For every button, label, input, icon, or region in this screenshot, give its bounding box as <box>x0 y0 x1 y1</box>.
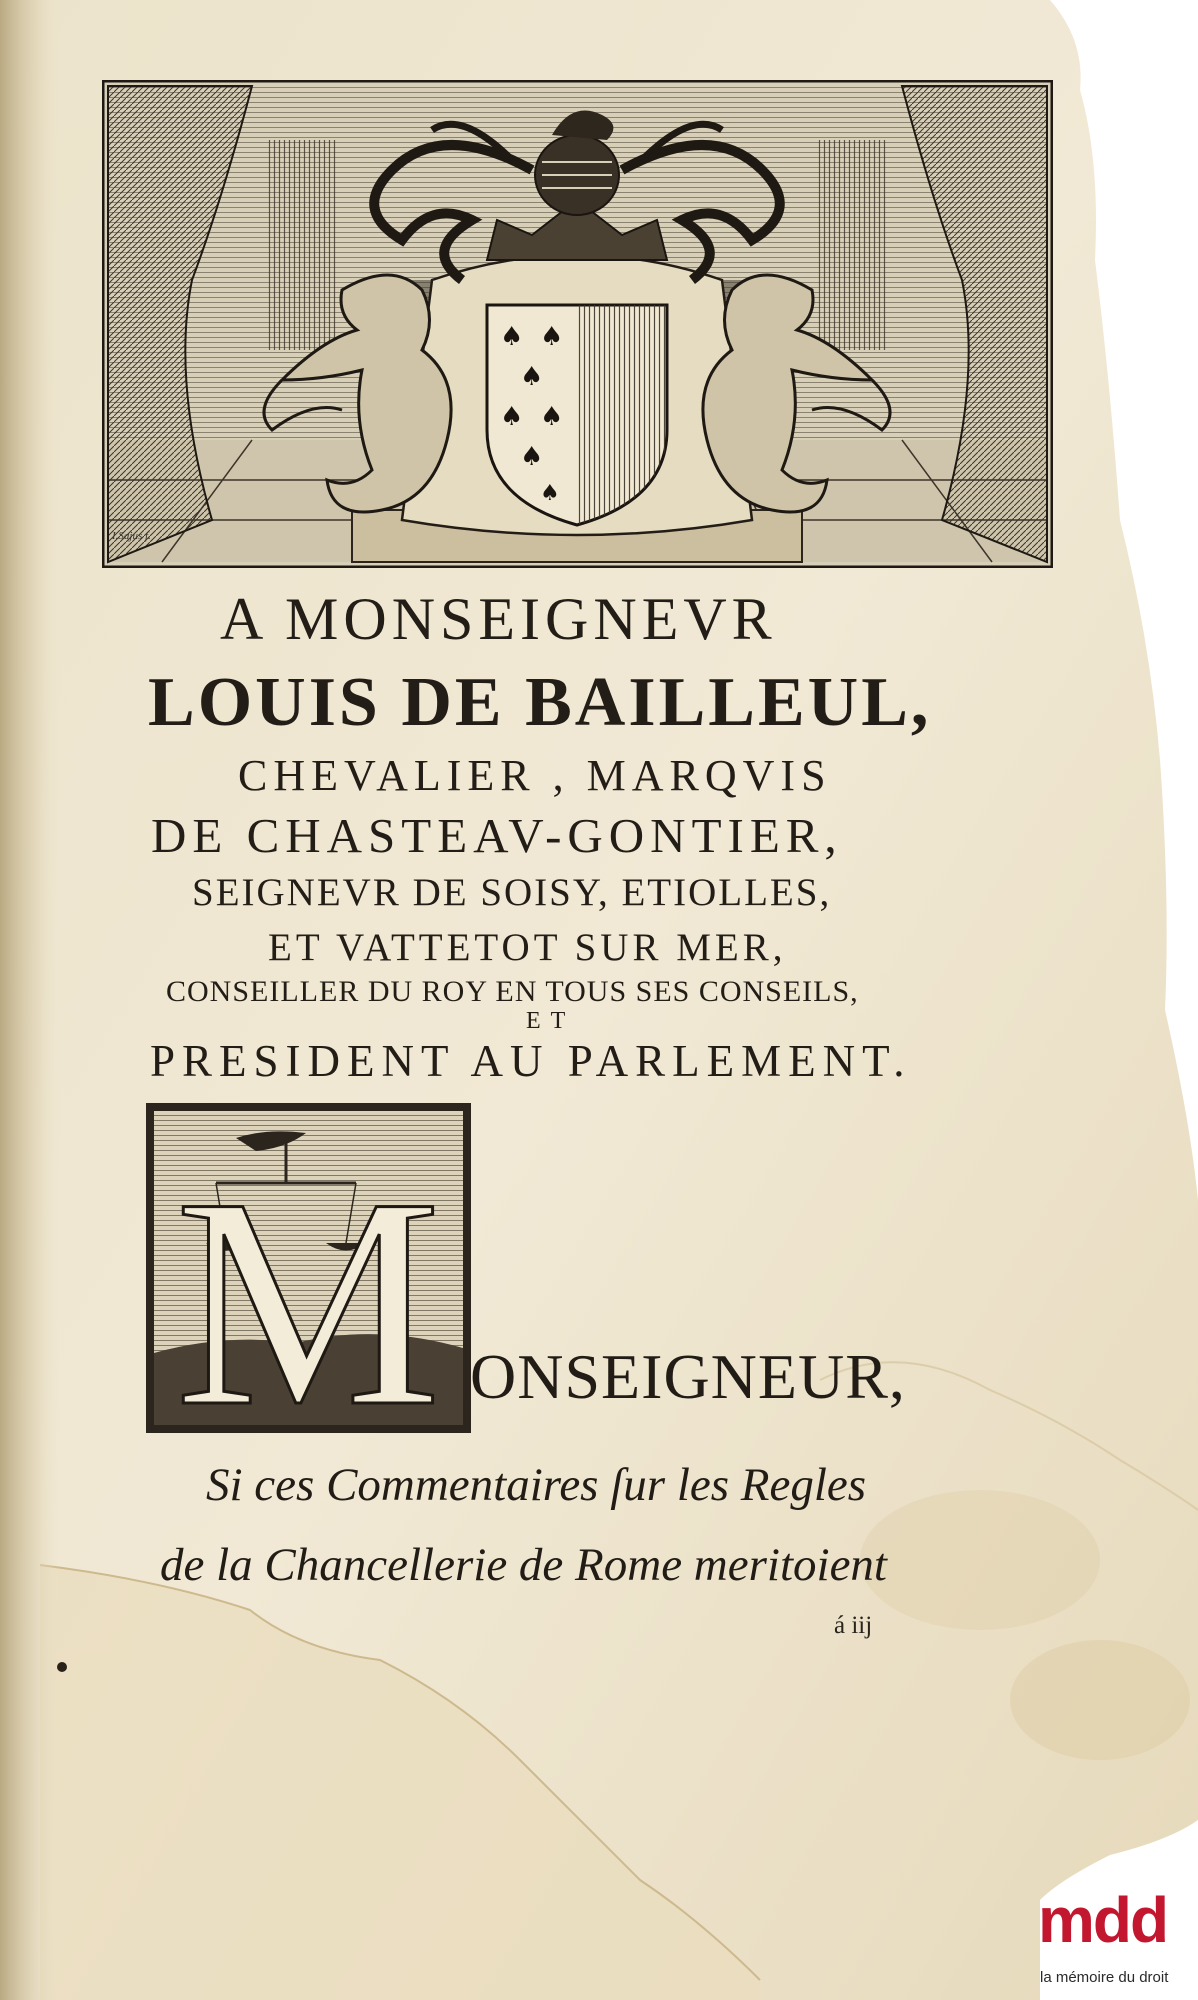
initial-letter: M <box>174 1136 442 1433</box>
coat-of-arms-engraving <box>102 80 1053 568</box>
svg-text:♠: ♠ <box>520 442 544 472</box>
dedication-line-4: DE CHASTEAV-GONTIER, <box>151 808 843 863</box>
mdd-logo <box>1034 1883 1198 2000</box>
engraver-signature: I.Sajus f. <box>112 530 151 542</box>
dedication-line-3: CHEVALIER , MARQVIS <box>238 751 832 800</box>
svg-text:♠: ♠ <box>540 481 560 506</box>
signature-mark: á iij <box>834 1612 873 1639</box>
body-line-2: de la Chancellerie de Rome meritoient <box>160 1539 887 1591</box>
dedication-line-2: LOUIS DE BAILLEUL, <box>148 664 932 741</box>
logo-letters: mdd <box>1038 1884 1168 1956</box>
svg-text:♠: ♠ <box>540 402 564 432</box>
svg-text:♠: ♠ <box>500 322 524 352</box>
decorated-initial <box>146 1103 471 1433</box>
salutation: ONSEIGNEUR, <box>470 1341 906 1412</box>
logo-caption: la mémoire du droit <box>1040 1969 1169 1986</box>
svg-text:♠: ♠ <box>500 402 524 432</box>
dedication-line-9: PRESIDENT AU PARLEMENT. <box>150 1036 912 1086</box>
dedication-line-7: CONSEILLER DU ROY EN TOUS SES CONSEILS, <box>166 975 859 1008</box>
dedication-line-8: ET <box>526 1008 576 1034</box>
dedication-line-1: A MONSEIGNEVR <box>220 586 777 652</box>
body-line-1: Si ces Commentaires ſur les Regles <box>206 1459 867 1511</box>
dedication-line-6: ET VATTETOT SUR MER, <box>268 926 787 969</box>
dedication-line-5: SEIGNEVR DE SOISY, ETIOLLES, <box>192 871 832 914</box>
svg-text:♠: ♠ <box>520 362 544 392</box>
svg-text:♠: ♠ <box>540 322 564 352</box>
